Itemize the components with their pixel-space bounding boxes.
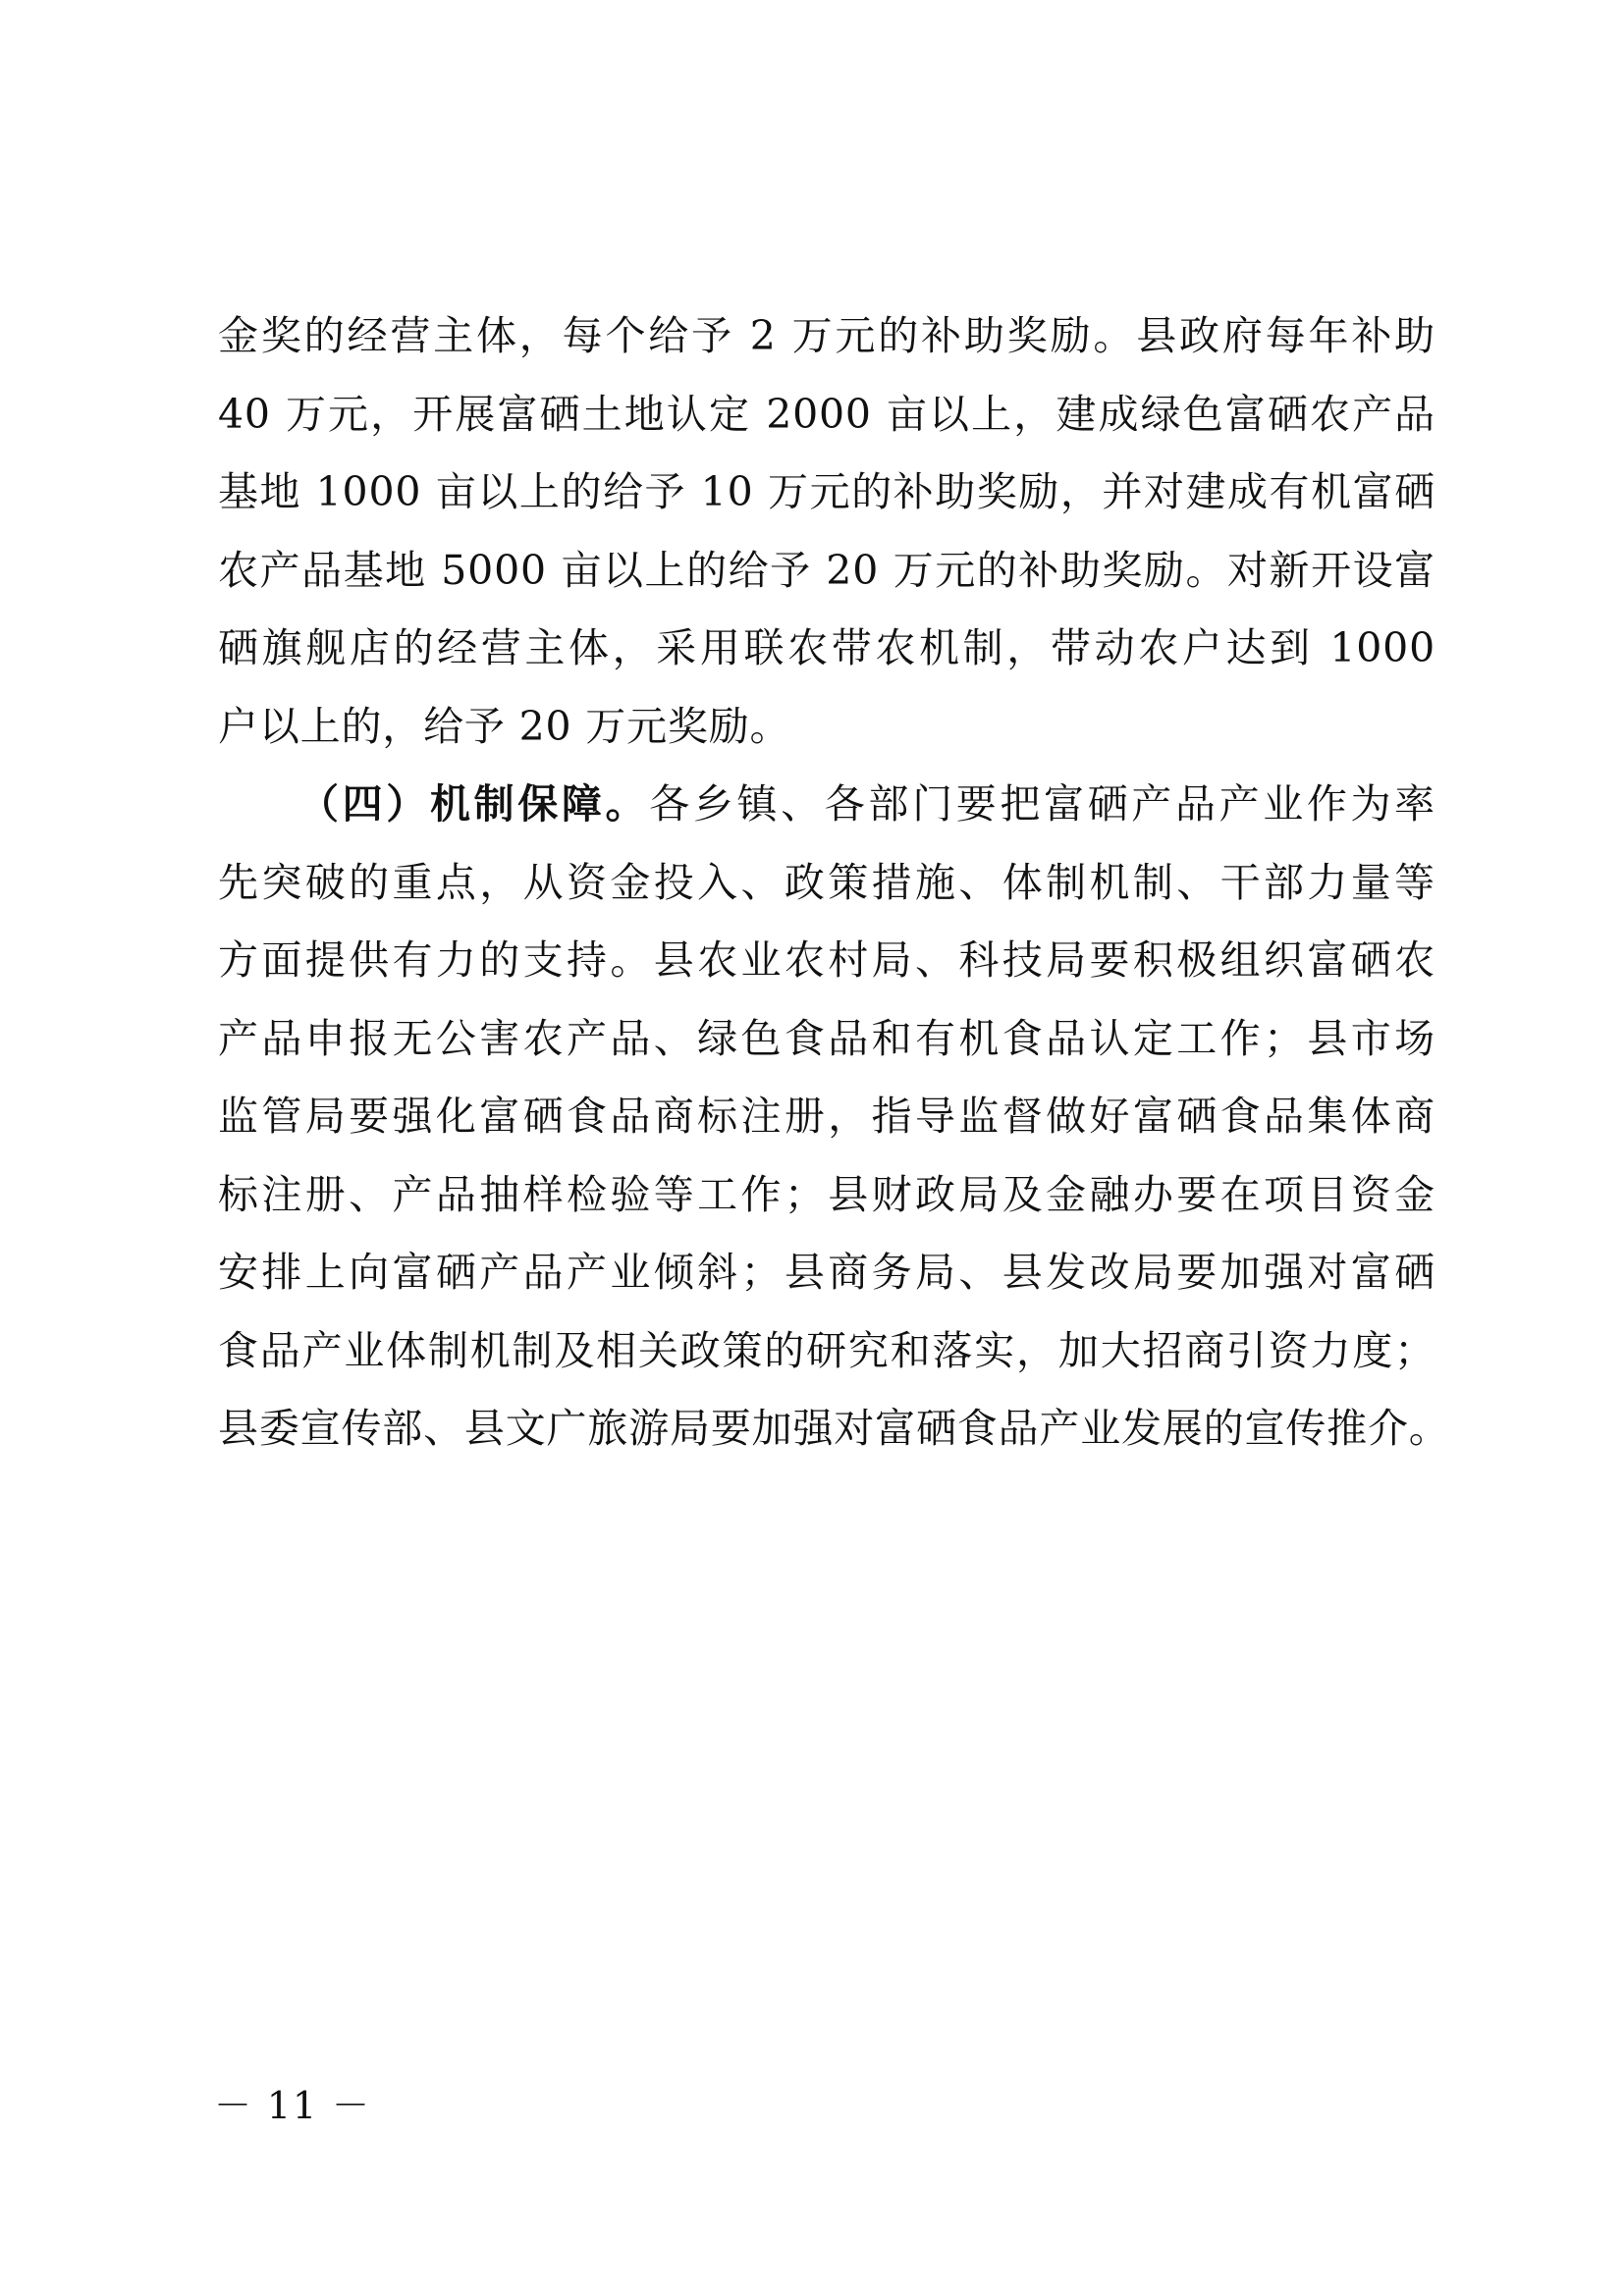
text-line: 40 万元，开展富硒土地认定 2000 亩以上，建成绿色富硒农产品 (218, 390, 1435, 438)
section-heading: （四）机制保障。 (298, 780, 650, 828)
text-line: 硒旗舰店的经营主体，采用联农带农机制，带动农户达到 1000 (218, 624, 1435, 671)
text-line: 食品产业体制机制及相关政策的研究和落实，加大招商引资力度； (218, 1326, 1435, 1374)
text-line: 农产品基地 5000 亩以上的给予 20 万元的补助奖励。对新开设富 (218, 546, 1435, 594)
text-line: 产品申报无公害农产品、绿色食品和有机食品认定工作；县市场 (218, 1014, 1435, 1062)
text-line: 监管局要强化富硒食品商标注册，指导监督做好富硒食品集体商 (218, 1093, 1435, 1140)
body-text (218, 297, 1450, 1468)
text-line: 方面提供有力的支持。县农业农村局、科技局要积极组织富硒农 (218, 936, 1435, 984)
page-number: － 11 － (214, 2084, 371, 2127)
paragraph-subsidy-awards (218, 297, 1435, 766)
text-line: 标注册、产品抽样检验等工作；县财政局及金融办要在项目资金 (218, 1170, 1435, 1218)
text-run: 各乡镇、各部门要把富硒产品产业作为率 (649, 780, 1436, 828)
text-line: 金奖的经营主体，每个给予 2 万元的补助奖励。县政府每年补助 (218, 312, 1435, 359)
text-line: 基地 1000 亩以上的给予 10 万元的补助奖励，并对建成有机富硒 (218, 468, 1435, 515)
text-line: 先突破的重点，从资金投入、政策措施、体制机制、干部力量等 (218, 858, 1435, 906)
text-line: 安排上向富硒产品产业倾斜；县商务局、县发改局要加强对富硒 (218, 1249, 1435, 1296)
text-line: 户以上的，给予 20 万元奖励。 (218, 702, 791, 750)
text-line (218, 766, 1435, 844)
paragraph-mechanism-guarantee (218, 766, 1450, 1468)
text-line: 县委宣传部、县文广旅游局要加强对富硒食品产业发展的宣传推介。 (218, 1405, 1450, 1452)
